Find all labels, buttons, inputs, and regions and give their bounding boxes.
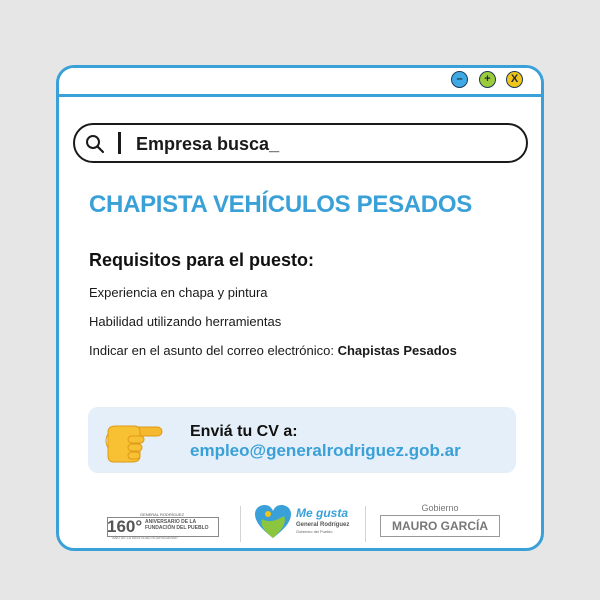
logo160-small: GENERAL RODRÍGUEZ xyxy=(139,512,185,517)
cv-email-link[interactable]: empleo@generalrodriguez.gob.ar xyxy=(190,441,461,460)
footer-logos xyxy=(59,498,541,548)
logo160-line1: ANIVERSARIO DE LA xyxy=(145,519,197,525)
megusta-title: Me gusta xyxy=(296,506,349,520)
logo160-line2: FUNDACIÓN DEL PUEBLO xyxy=(145,525,209,531)
requirements-heading: Requisitos para el puesto: xyxy=(89,250,315,270)
gobierno-label: Gobierno xyxy=(421,503,459,513)
logo160-number: 160° xyxy=(107,517,143,536)
text-cursor xyxy=(118,132,121,154)
search-text: Empresa busca_ xyxy=(136,134,280,154)
cv-label: Enviá tu CV a: xyxy=(190,423,298,440)
megusta-subtitle: General Rodríguez xyxy=(296,522,350,528)
footer-divider xyxy=(365,506,366,542)
job-title: CHAPISTA VEHÍCULOS PESADOS xyxy=(89,191,472,218)
close-button[interactable]: X xyxy=(506,71,523,88)
logo160-text xyxy=(145,519,209,531)
requirement-item: Experiencia en chapa y pintura xyxy=(89,285,268,300)
search-icon xyxy=(85,134,105,154)
window-titlebar xyxy=(59,68,541,97)
cv-callout xyxy=(88,407,516,473)
minimize-button[interactable]: – xyxy=(451,71,468,88)
browser-window xyxy=(56,65,544,551)
subject-prefix: Indicar en el asunto del correo electrónico: xyxy=(89,343,338,358)
gobierno-name: MAURO GARCÍA xyxy=(380,515,500,537)
anniversary-logo xyxy=(107,512,227,540)
megusta-subtitle2: Gobierno del Pueblo xyxy=(296,529,333,534)
search-bar[interactable] xyxy=(73,123,528,163)
footer-divider xyxy=(240,506,241,542)
maximize-button[interactable]: + xyxy=(479,71,496,88)
requirement-item: Habilidad utilizando herramientas xyxy=(89,314,282,329)
subject-value: Chapistas Pesados xyxy=(337,343,457,358)
logo160-tagline: "AÑO DE LA IDENTIDAD RODRIGUENSE" xyxy=(111,536,179,540)
heart-logo-icon xyxy=(254,504,292,540)
pointing-hand-icon xyxy=(102,416,164,466)
requirement-subject xyxy=(89,343,457,358)
